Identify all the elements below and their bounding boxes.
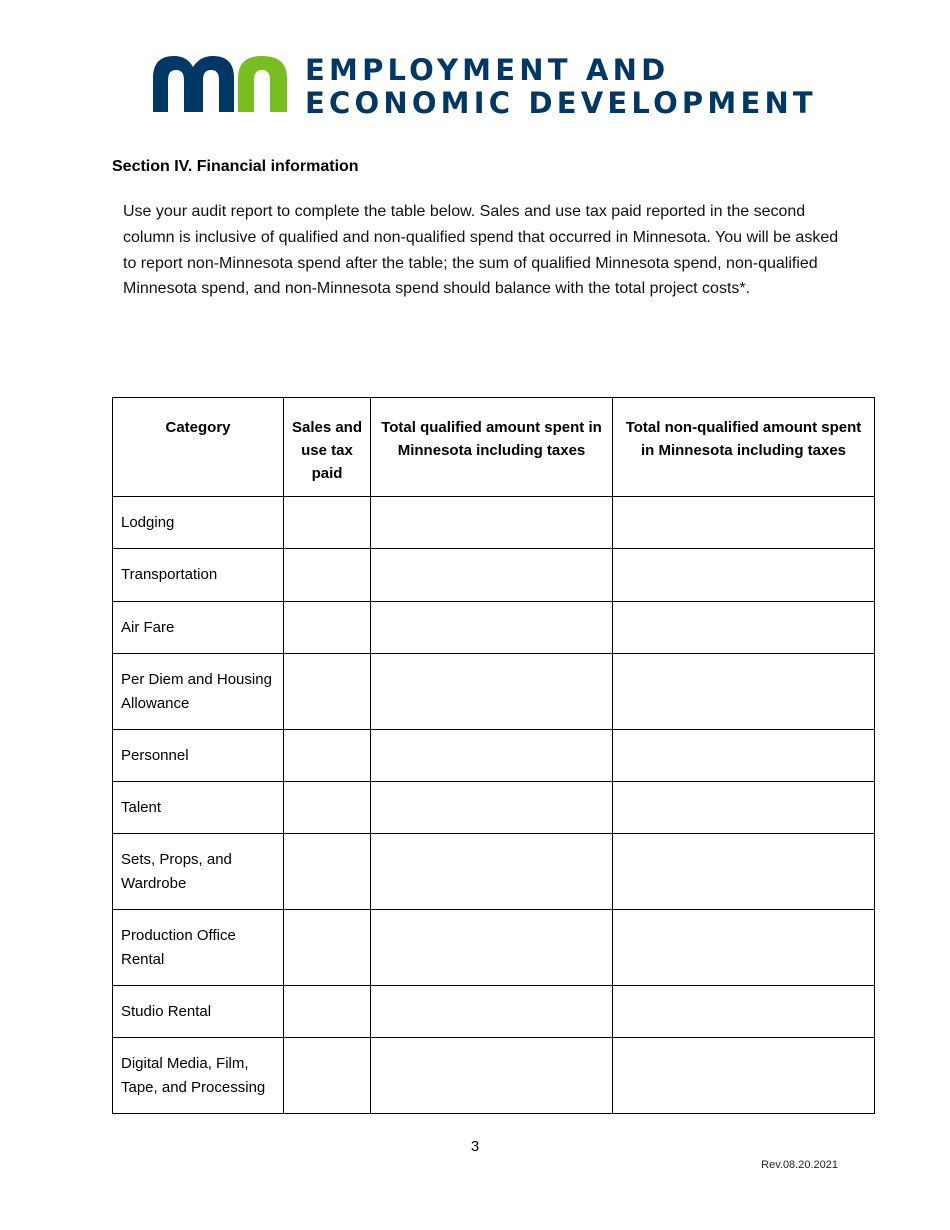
table-row: [113, 782, 875, 834]
sales-tax-cell[interactable]: [284, 782, 371, 834]
table-row: [113, 1038, 875, 1114]
qualified-amount-cell[interactable]: [371, 602, 613, 654]
table-row: [113, 602, 875, 654]
qualified-amount-cell[interactable]: [371, 549, 613, 602]
table-row: [113, 730, 875, 782]
financial-table: [112, 397, 875, 1114]
column-header-category: Category: [113, 398, 284, 497]
qualified-amount-cell[interactable]: [371, 730, 613, 782]
non-qualified-amount-cell[interactable]: [613, 549, 875, 602]
table-row: [113, 497, 875, 549]
non-qualified-amount-cell[interactable]: [613, 497, 875, 549]
table-row: [113, 910, 875, 986]
sales-tax-cell[interactable]: [284, 834, 371, 910]
agency-name-line1: EMPLOYMENT AND: [305, 53, 670, 87]
logo-n-shape: [238, 56, 287, 112]
revision-date: Rev.08.20.2021: [761, 1159, 838, 1171]
category-cell: Sets, Props, and Wardrobe: [113, 834, 284, 910]
category-cell: Digital Media, Film, Tape, and Processing: [113, 1038, 284, 1114]
sales-tax-cell[interactable]: [284, 654, 371, 730]
category-cell: Personnel: [113, 730, 284, 782]
non-qualified-amount-cell[interactable]: [613, 730, 875, 782]
non-qualified-amount-cell[interactable]: [613, 910, 875, 986]
section-title: Section IV. Financial information: [112, 158, 359, 175]
table-row: [113, 834, 875, 910]
qualified-amount-cell[interactable]: [371, 910, 613, 986]
agency-name-line2: ECONOMIC DEVELOPMENT: [305, 86, 817, 120]
non-qualified-amount-cell[interactable]: [613, 782, 875, 834]
sales-tax-cell[interactable]: [284, 602, 371, 654]
section-intro: Use your audit report to complete the table below. Sales and use tax paid reported in the second column is inclusive of qualified and non-qualified spend that occurred in Minnesota. You will be asked to report non-Minnesota spend after the table; the sum of qualified Minnesota spend, non-qualified Minnesota spend, and non-Minnesota spend should balance with the total project costs*.: [123, 203, 839, 298]
category-cell: Air Fare: [113, 602, 284, 654]
non-qualified-amount-cell[interactable]: [613, 834, 875, 910]
sales-tax-cell[interactable]: [284, 497, 371, 549]
category-cell: Lodging: [113, 497, 284, 549]
non-qualified-amount-cell[interactable]: [613, 602, 875, 654]
column-header-qualified: Total qualified amount spent in Minnesota including taxes: [371, 398, 613, 497]
table-row: [113, 549, 875, 602]
qualified-amount-cell[interactable]: [371, 986, 613, 1038]
category-cell: Transportation: [113, 549, 284, 602]
column-header-non-qualified: Total non-qualified amount spent in Minnesota including taxes: [613, 398, 875, 497]
page-number: 3: [470, 1138, 480, 1155]
sales-tax-cell[interactable]: [284, 730, 371, 782]
non-qualified-amount-cell[interactable]: [613, 654, 875, 730]
sales-tax-cell[interactable]: [284, 549, 371, 602]
table-row: [113, 654, 875, 730]
qualified-amount-cell[interactable]: [371, 654, 613, 730]
non-qualified-amount-cell[interactable]: [613, 1038, 875, 1114]
category-cell: Production Office Rental: [113, 910, 284, 986]
mn-logo-mark-icon: [153, 54, 287, 112]
category-cell: Per Diem and Housing Allowance: [113, 654, 284, 730]
agency-name: [305, 54, 817, 120]
table-header-row: [113, 398, 875, 497]
qualified-amount-cell[interactable]: [371, 1038, 613, 1114]
sales-tax-cell[interactable]: [284, 986, 371, 1038]
category-cell: Studio Rental: [113, 986, 284, 1038]
non-qualified-amount-cell[interactable]: [613, 986, 875, 1038]
deed-logo: [153, 53, 817, 120]
category-cell: Talent: [113, 782, 284, 834]
sales-tax-cell[interactable]: [284, 910, 371, 986]
logo-m-shape: [153, 56, 234, 112]
table-row: [113, 986, 875, 1038]
sales-tax-cell[interactable]: [284, 1038, 371, 1114]
column-header-sales-tax: Sales and use tax paid: [284, 398, 371, 497]
qualified-amount-cell[interactable]: [371, 782, 613, 834]
qualified-amount-cell[interactable]: [371, 497, 613, 549]
qualified-amount-cell[interactable]: [371, 834, 613, 910]
